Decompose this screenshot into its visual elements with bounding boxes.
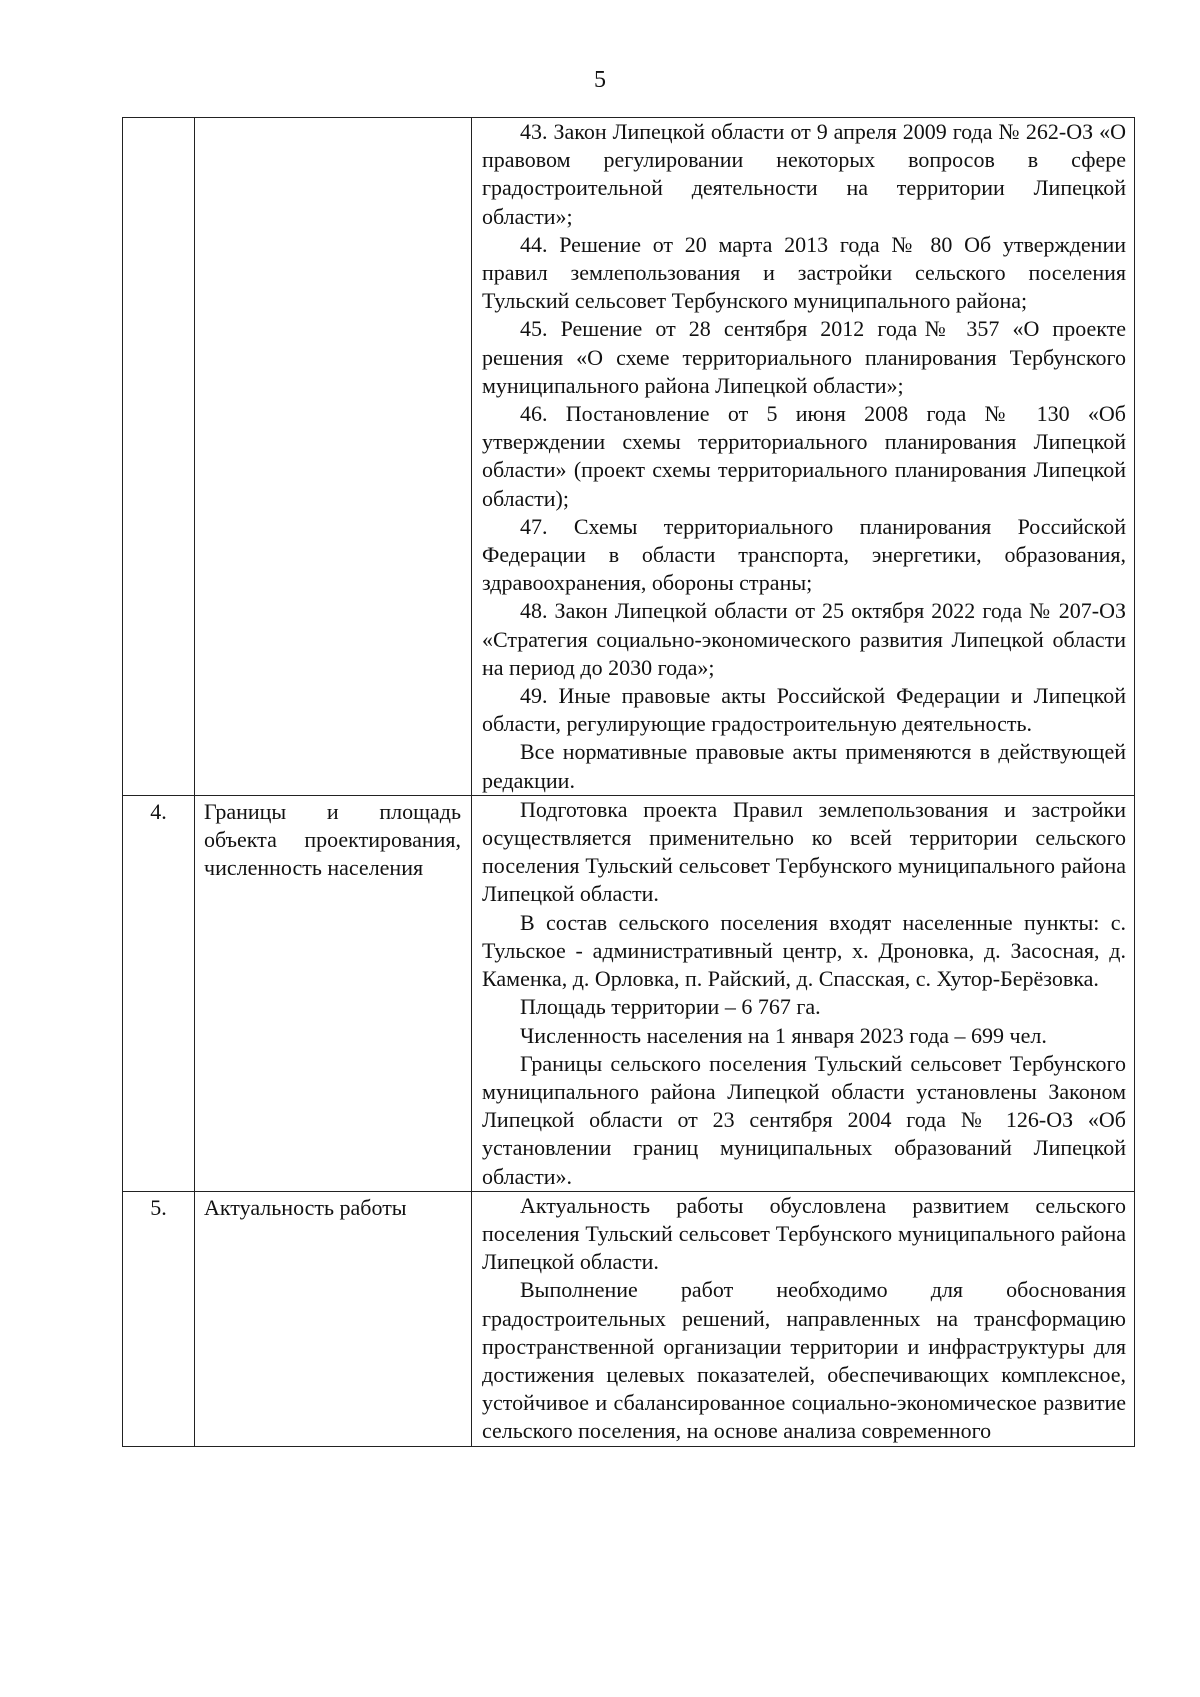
row-label-cell: Актуальность работы	[195, 1191, 472, 1446]
table-row	[123, 795, 1135, 1191]
row-content-cell	[472, 1191, 1135, 1446]
row-content-cell	[472, 795, 1135, 1191]
row-content-cell	[472, 118, 1135, 796]
paragraph: 46. Постановление от 5 июня 2008 года № 130 «Об утверждении схемы территориального планирования Липецкой области» (проект схемы территориального планирования Липецкой области);	[482, 401, 1126, 511]
paragraph: Подготовка проекта Правил землепользования и застройки осуществляется применительно ко всей территории сельского поселения Тульский сельсовет Тербунского муниципального района Липецкой области.	[482, 796, 1126, 907]
row-number-cell: 5.	[123, 1191, 195, 1446]
paragraph: В состав сельского поселения входят населенные пункты: с. Тульское - административный центр, х. Дроновка, д. Засосная, д. Каменка, д. Орловка, п. Райский, д. Спасская, с. Хутор-Берёзовка.	[482, 909, 1126, 992]
paragraph: Границы сельского поселения Тульский сельсовет Тербунского муниципального района Липецкой области установлены Законом Липецкой области от 23 сентября 2004 года № 126-ОЗ «Об установлении границ муниципальных образований Липецкой области».	[482, 1050, 1126, 1189]
paragraph: 44. Решение от 20 марта 2013 года № 80 Об утверждении правил землепользования и застройки сельского поселения Тульский сельсовет Тербунского муниципального района;	[482, 231, 1126, 314]
row-number-cell: 4.	[123, 795, 195, 1191]
row-number-cell	[123, 118, 195, 796]
paragraph: Все нормативные правовые акты применяются в действующей редакции.	[482, 739, 1126, 793]
row-label-cell: Границы и площадь объекта проектирования, численность населения	[195, 795, 472, 1191]
paragraph: Площадь территории – 6 767 га.	[520, 994, 821, 1020]
table-row	[123, 118, 1135, 796]
specification-table	[122, 117, 1135, 1447]
paragraph: 49. Иные правовые акты Российской Федерации и Липецкой области, регулирующие градостроительную деятельность.	[482, 683, 1126, 737]
page-number: 5	[594, 67, 606, 93]
paragraph: 47. Схемы территориального планирования Российской Федерации в области транспорта, энергетики, образования, здравоохранения, обороны страны;	[482, 513, 1126, 596]
paragraph: 43. Закон Липецкой области от 9 апреля 2009 года № 262-ОЗ «О правовом регулировании некоторых вопросов в сфере градостроительной деятельности на территории Липецкой области»;	[482, 119, 1126, 229]
paragraph: 45. Решение от 28 сентября 2012 года№ 357 «О проекте решения «О схеме территориального планирования Тербунского муниципального района Липецкой области»;	[482, 316, 1126, 398]
paragraph: 48. Закон Липецкой области от 25 октября 2022 года № 207-ОЗ «Стратегия социально-экономического развития Липецкой области на период до 2030 года»;	[482, 598, 1126, 680]
table-row	[123, 1191, 1135, 1446]
paragraph: Актуальность работы обусловлена развитием сельского поселения Тульский сельсовет Тербунского муниципального района Липецкой области.	[482, 1192, 1126, 1275]
paragraph: Выполнение работ необходимо для обоснования градостроительных решений, направленных на трансформацию пространственной организации территории и инфраструктуры для достижения целевых показателей, обеспечивающих комплексное, устойчивое и сбалансированное социально-экономическое развитие сельского поселения, на основе анализа современного	[482, 1277, 1126, 1444]
row-label-cell	[195, 118, 472, 796]
paragraph: Численность населения на 1 января 2023 года – 699 чел.	[520, 1022, 1047, 1048]
